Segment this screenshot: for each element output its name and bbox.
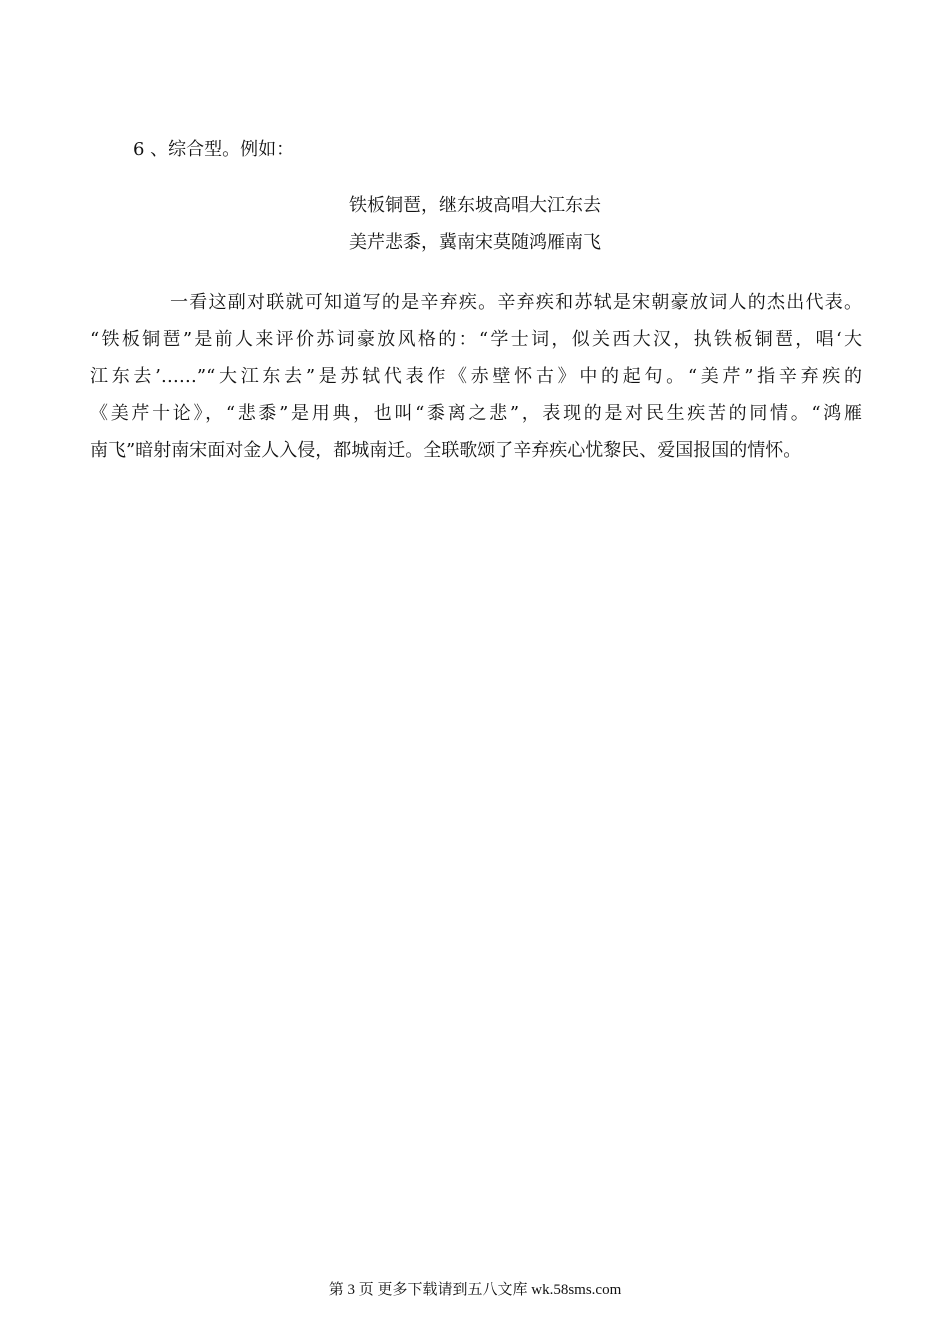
couplet-line-upper: 铁板铜琶，继东坡高唱大江东去 (349, 195, 601, 216)
paragraph-line: 《美芹十论》，“悲黍”是用典，也叫“黍离之悲”，表现的是对民生疾苦的同情。“鸿雁 (90, 403, 862, 424)
couplet-line-lower: 美芹悲黍，冀南宋莫随鸿雁南飞 (349, 232, 601, 253)
page-footer: 第 3 页 更多下载请到五八文库 wk.58sms.com (328, 1282, 622, 1298)
paragraph-line: 江东去’……”“大江东去”是苏轼代表作《赤壁怀古》中的起句。“美芹”指辛弃疾的 (90, 366, 862, 387)
paragraph-line: 南飞”暗射南宋面对金人入侵，都城南迁。全联歌颂了辛弃疾心忧黎民、爱国报国的情怀。 (90, 440, 802, 461)
paragraph-line: “铁板铜琶”是前人来评价苏词豪放风格的：“学士词，似关西大汉，执铁板铜琶，唱‘大 (90, 329, 862, 350)
paragraph-line: 一看这副对联就可知道写的是辛弃疾。辛弃疾和苏轼是宋朝豪放词人的杰出代表。 (170, 292, 862, 313)
section-heading: 6 、综合型。例如： (133, 139, 295, 160)
